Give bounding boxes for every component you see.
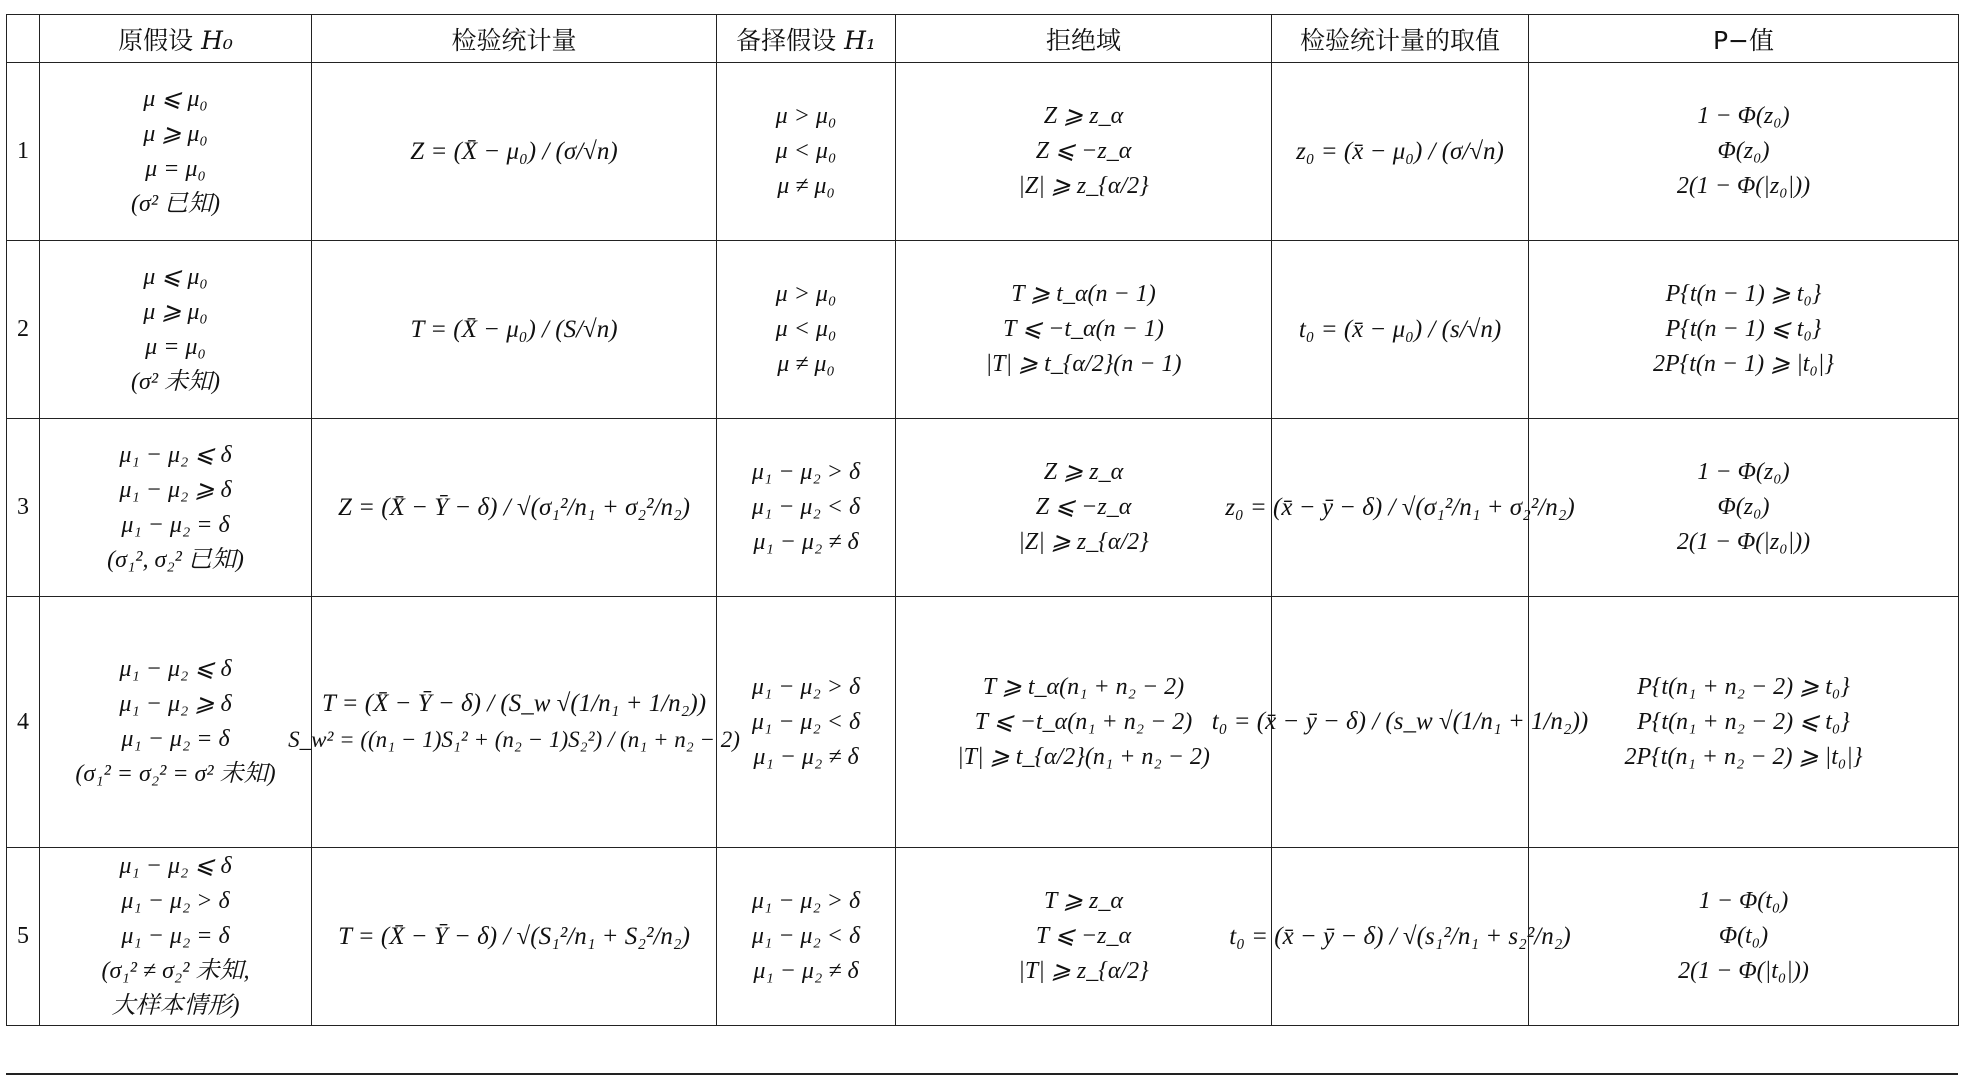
alternative-hypothesis-line: μ₁ − μ₂ > δ: [751, 459, 861, 485]
p-value-cell: [1529, 848, 1959, 1026]
rejection-region-line: |T| ⩾ t_{α/2}(n − 1): [985, 351, 1182, 377]
null-hypothesis-cell-lines: [46, 653, 305, 791]
test-statistic-cell: [312, 848, 717, 1026]
p-value-line: Φ(z₀): [1717, 138, 1770, 164]
p-value-line: 2P{t(n₁ + n₂ − 2) ⩾ |t₀|}: [1624, 743, 1863, 770]
alternative-hypothesis-line: μ₁ − μ₂ ≠ δ: [753, 743, 859, 770]
test-statistic-line: T = (X̄ − μ₀) / (S/√n): [410, 315, 618, 343]
statistic-value-line: z₀ = (x̄ − ȳ − δ) / √(σ₁²/n₁ + σ₂²/n₂): [1225, 493, 1575, 521]
test-statistic-line: Z = (X̄ − Ȳ − δ) / √(σ₁²/n₁ + σ₂²/n₂): [338, 493, 690, 521]
alternative-hypothesis-cell: [717, 63, 896, 241]
table-row: [7, 63, 1959, 241]
header-alternative-hypothesis-label: 备择假设: [736, 25, 837, 55]
rejection-region-cell: [896, 848, 1272, 1026]
p-value-line: P{t(n₁ + n₂ − 2) ⩽ t₀}: [1637, 708, 1850, 735]
null-hypothesis-line: μ₁ − μ₂ = δ: [121, 923, 230, 949]
rejection-region-line: |Z| ⩾ z_{α/2}: [1018, 529, 1149, 555]
p-value-cell-lines: [1535, 671, 1952, 774]
null-hypothesis-line: μ = μ₀: [145, 333, 206, 360]
null-hypothesis-cell-lines: [46, 83, 305, 221]
rejection-region-line: T ⩾ t_α(n − 1): [1011, 281, 1156, 307]
test-statistic-cell-lines: [318, 920, 710, 954]
null-hypothesis-line: μ ⩾ μ₀: [143, 120, 208, 147]
statistic-value-cell-lines: [1278, 135, 1522, 169]
p-value-cell: [1529, 419, 1959, 597]
null-hypothesis-line: μ₁ − μ₂ = δ: [121, 726, 230, 752]
test-statistic-cell: [312, 419, 717, 597]
statistic-value-cell: [1272, 241, 1529, 419]
statistic-value-cell: [1211, 597, 1589, 848]
hypothesis-test-table: [6, 14, 1959, 1026]
table-header-row: [7, 15, 1959, 63]
alternative-hypothesis-line: μ > μ₀: [775, 103, 837, 129]
table-row: [7, 848, 1959, 1026]
null-hypothesis-line: (σ² 已知): [130, 190, 220, 217]
test-statistic-cell-lines: [318, 135, 710, 169]
statistic-value-cell: [1225, 419, 1575, 597]
statistic-value-line: t₀ = (x̄ − μ₀) / (s/√n): [1298, 315, 1502, 343]
row-number: 3: [7, 419, 40, 597]
null-hypothesis-line: (σ₁² = σ₂² = σ² 未知): [75, 761, 276, 787]
p-value-line: 2(1 − Φ(|z₀|)): [1676, 529, 1811, 555]
rejection-region-line: T ⩾ t_α(n₁ + n₂ − 2): [982, 673, 1185, 700]
p-value-cell: [1529, 241, 1959, 419]
p-value-cell-lines: [1535, 456, 1952, 559]
statistic-value-cell: [1229, 848, 1571, 1026]
row-number: 4: [7, 597, 40, 848]
rejection-region-cell: [896, 241, 1272, 419]
rejection-region-line: Z ⩽ −z_α: [1035, 494, 1132, 520]
rejection-region-line: T ⩽ −t_α(n − 1): [1003, 316, 1164, 342]
alternative-hypothesis-cell: [717, 241, 896, 419]
table-body: [7, 63, 1959, 1026]
null-hypothesis-line: μ₁ − μ₂ ⩾ δ: [119, 691, 232, 717]
alternative-hypothesis-line: μ < μ₀: [775, 138, 837, 164]
rejection-region-cell-lines: [902, 885, 1265, 988]
row-number: 5: [7, 848, 40, 1026]
row-number: 2: [7, 241, 40, 419]
null-hypothesis-cell: [40, 241, 312, 419]
alternative-hypothesis-line: μ ≠ μ₀: [777, 173, 835, 199]
null-hypothesis-cell: [40, 848, 312, 1026]
p-value-line: 2(1 − Φ(|t₀|)): [1678, 958, 1809, 984]
p-value-line: 1 − Φ(t₀): [1698, 888, 1789, 914]
alternative-hypothesis-line: μ₁ − μ₂ > δ: [751, 888, 861, 914]
null-hypothesis-cell-lines: [46, 439, 305, 577]
p-value-line: Φ(t₀): [1718, 923, 1769, 949]
p-value-line: P{t(n − 1) ⩽ t₀}: [1665, 316, 1822, 342]
alternative-hypothesis-line: μ₁ − μ₂ > δ: [751, 673, 861, 700]
statistic-value-line: z₀ = (x̄ − μ₀) / (σ/√n): [1296, 137, 1504, 165]
null-hypothesis-line: μ₁ − μ₂ ⩽ δ: [119, 441, 232, 468]
statistic-value-cell: [1272, 63, 1529, 241]
rejection-region-line: Z ⩽ −z_α: [1035, 138, 1132, 164]
table-row: [7, 419, 1959, 597]
test-statistic-cell: [312, 63, 717, 241]
null-hypothesis-line: μ ⩾ μ₀: [143, 298, 208, 325]
rejection-region-line: T ⩽ −z_α: [1035, 923, 1132, 949]
test-statistic-cell: [312, 241, 717, 419]
p-value-cell-lines: [1535, 100, 1952, 203]
test-statistic-cell-lines: [318, 491, 710, 525]
header-null-hypothesis-symbol: H₀: [201, 25, 233, 55]
header-alternative-hypothesis-symbol: H₁: [844, 25, 876, 55]
test-statistic-cell-lines: [288, 687, 740, 757]
test-statistic-line: Z = (X̄ − μ₀) / (σ/√n): [410, 137, 618, 165]
null-hypothesis-line: μ₁ − μ₂ ⩽ δ: [119, 656, 232, 682]
alternative-hypothesis-cell: [717, 419, 896, 597]
p-value-cell: [1529, 63, 1959, 241]
null-hypothesis-line: μ₁ − μ₂ = δ: [121, 511, 230, 538]
rejection-region-cell-lines: [902, 278, 1265, 381]
test-statistic-line: T = (X̄ − Ȳ − δ) / √(S₁²/n₁ + S₂²/n₂): [338, 922, 690, 950]
null-hypothesis-cell-lines: [46, 850, 305, 1023]
rejection-region-line: |T| ⩾ z_{α/2}: [1018, 958, 1149, 984]
header-statistic-value: 检验统计量的取值: [1272, 15, 1529, 63]
alternative-hypothesis-line: μ₁ − μ₂ ≠ δ: [753, 529, 859, 555]
null-hypothesis-line: (σ₁², σ₂² 已知): [107, 546, 244, 573]
header-null-hypothesis-label: 原假设: [118, 25, 194, 55]
rejection-region-cell-lines: [902, 456, 1265, 559]
alternative-hypothesis-line: μ₁ − μ₂ < δ: [751, 494, 861, 520]
null-hypothesis-line: μ₁ − μ₂ ⩽ δ: [119, 853, 232, 879]
statistic-value-cell-lines: [1278, 313, 1522, 347]
null-hypothesis-cell-lines: [46, 261, 305, 399]
row-number: 1: [7, 63, 40, 241]
alternative-hypothesis-line: μ ≠ μ₀: [777, 351, 835, 377]
alternative-hypothesis-line: μ₁ − μ₂ < δ: [751, 708, 861, 735]
test-statistic-line: S_w² = ((n₁ − 1)S₁² + (n₂ − 1)S₂²) / (n₁ + n₂ − 2): [288, 727, 740, 752]
rejection-region-cell: [896, 63, 1272, 241]
bottom-rule: [6, 1073, 1958, 1075]
rejection-region-line: |T| ⩾ t_{α/2}(n₁ + n₂ − 2): [957, 743, 1210, 770]
header-rejection-region: 拒绝域: [896, 15, 1272, 63]
rejection-region-line: Z ⩾ z_α: [1043, 459, 1124, 485]
alternative-hypothesis-line: μ₁ − μ₂ < δ: [751, 923, 861, 949]
null-hypothesis-cell: [40, 419, 312, 597]
rejection-region-cell-lines: [902, 671, 1265, 774]
alternative-hypothesis-cell-lines: [723, 885, 889, 988]
null-hypothesis-line: μ ⩽ μ₀: [143, 85, 208, 112]
header-alternative-hypothesis: [717, 15, 896, 63]
alternative-hypothesis-cell-lines: [723, 100, 889, 203]
statistic-value-cell-lines: [1211, 705, 1589, 739]
rejection-region-cell: [896, 419, 1272, 597]
statistic-value-line: t₀ = (x̄ − ȳ − δ) / (s_w √(1/n₁ + 1/n₂)): [1211, 708, 1589, 735]
p-value-line: 1 − Φ(z₀): [1697, 103, 1790, 129]
test-statistic-line: T = (X̄ − Ȳ − δ) / (S_w √(1/n₁ + 1/n₂)): [321, 690, 707, 717]
null-hypothesis-line: μ₁ − μ₂ ⩾ δ: [119, 476, 232, 503]
rejection-region-line: T ⩽ −t_α(n₁ + n₂ − 2): [974, 708, 1193, 735]
table-row: [7, 241, 1959, 419]
alternative-hypothesis-line: μ₁ − μ₂ ≠ δ: [753, 958, 859, 984]
alternative-hypothesis-cell: [717, 597, 896, 848]
null-hypothesis-line: 大样本情形): [111, 993, 240, 1019]
alternative-hypothesis-cell: [717, 848, 896, 1026]
statistic-value-line: t₀ = (x̄ − ȳ − δ) / √(s₁²/n₁ + s₂²/n₂): [1229, 922, 1571, 950]
p-value-line: 1 − Φ(z₀): [1697, 459, 1790, 485]
null-hypothesis-line: μ ⩽ μ₀: [143, 263, 208, 290]
null-hypothesis-line: (σ² 未知): [130, 368, 220, 395]
alternative-hypothesis-cell-lines: [723, 456, 889, 559]
statistic-value-cell-lines: [1225, 491, 1575, 525]
p-value-line: 2P{t(n − 1) ⩾ |t₀|}: [1652, 351, 1835, 377]
statistic-value-cell-lines: [1229, 920, 1571, 954]
null-hypothesis-line: μ₁ − μ₂ > δ: [121, 888, 230, 914]
table-row: [7, 597, 1959, 848]
test-statistic-cell: [288, 597, 740, 848]
alternative-hypothesis-cell-lines: [723, 278, 889, 381]
rejection-region-cell-lines: [902, 100, 1265, 203]
alternative-hypothesis-line: μ < μ₀: [775, 316, 837, 342]
p-value-line: P{t(n₁ + n₂ − 2) ⩾ t₀}: [1637, 673, 1850, 700]
alternative-hypothesis-cell-lines: [723, 671, 889, 774]
p-value-line: Φ(z₀): [1717, 494, 1770, 520]
p-value-line: P{t(n − 1) ⩾ t₀}: [1665, 281, 1822, 307]
p-value-cell-lines: [1535, 885, 1952, 988]
rejection-region-line: |Z| ⩾ z_{α/2}: [1018, 173, 1149, 199]
null-hypothesis-line: μ = μ₀: [145, 155, 206, 182]
header-blank-cell: [7, 15, 40, 63]
test-statistic-cell-lines: [318, 313, 710, 347]
header-test-statistic: 检验统计量: [312, 15, 717, 63]
header-p-value: P−值: [1529, 15, 1959, 63]
alternative-hypothesis-line: μ > μ₀: [775, 281, 837, 307]
null-hypothesis-cell: [40, 597, 312, 848]
null-hypothesis-line: (σ₁² ≠ σ₂² 未知,: [101, 958, 250, 984]
rejection-region-line: T ⩾ z_α: [1044, 888, 1123, 914]
p-value-cell: [1529, 597, 1959, 848]
p-value-line: 2(1 − Φ(|z₀|)): [1676, 173, 1811, 199]
null-hypothesis-cell: [40, 63, 312, 241]
p-value-cell-lines: [1535, 278, 1952, 381]
rejection-region-line: Z ⩾ z_α: [1043, 103, 1124, 129]
header-null-hypothesis: [40, 15, 312, 63]
